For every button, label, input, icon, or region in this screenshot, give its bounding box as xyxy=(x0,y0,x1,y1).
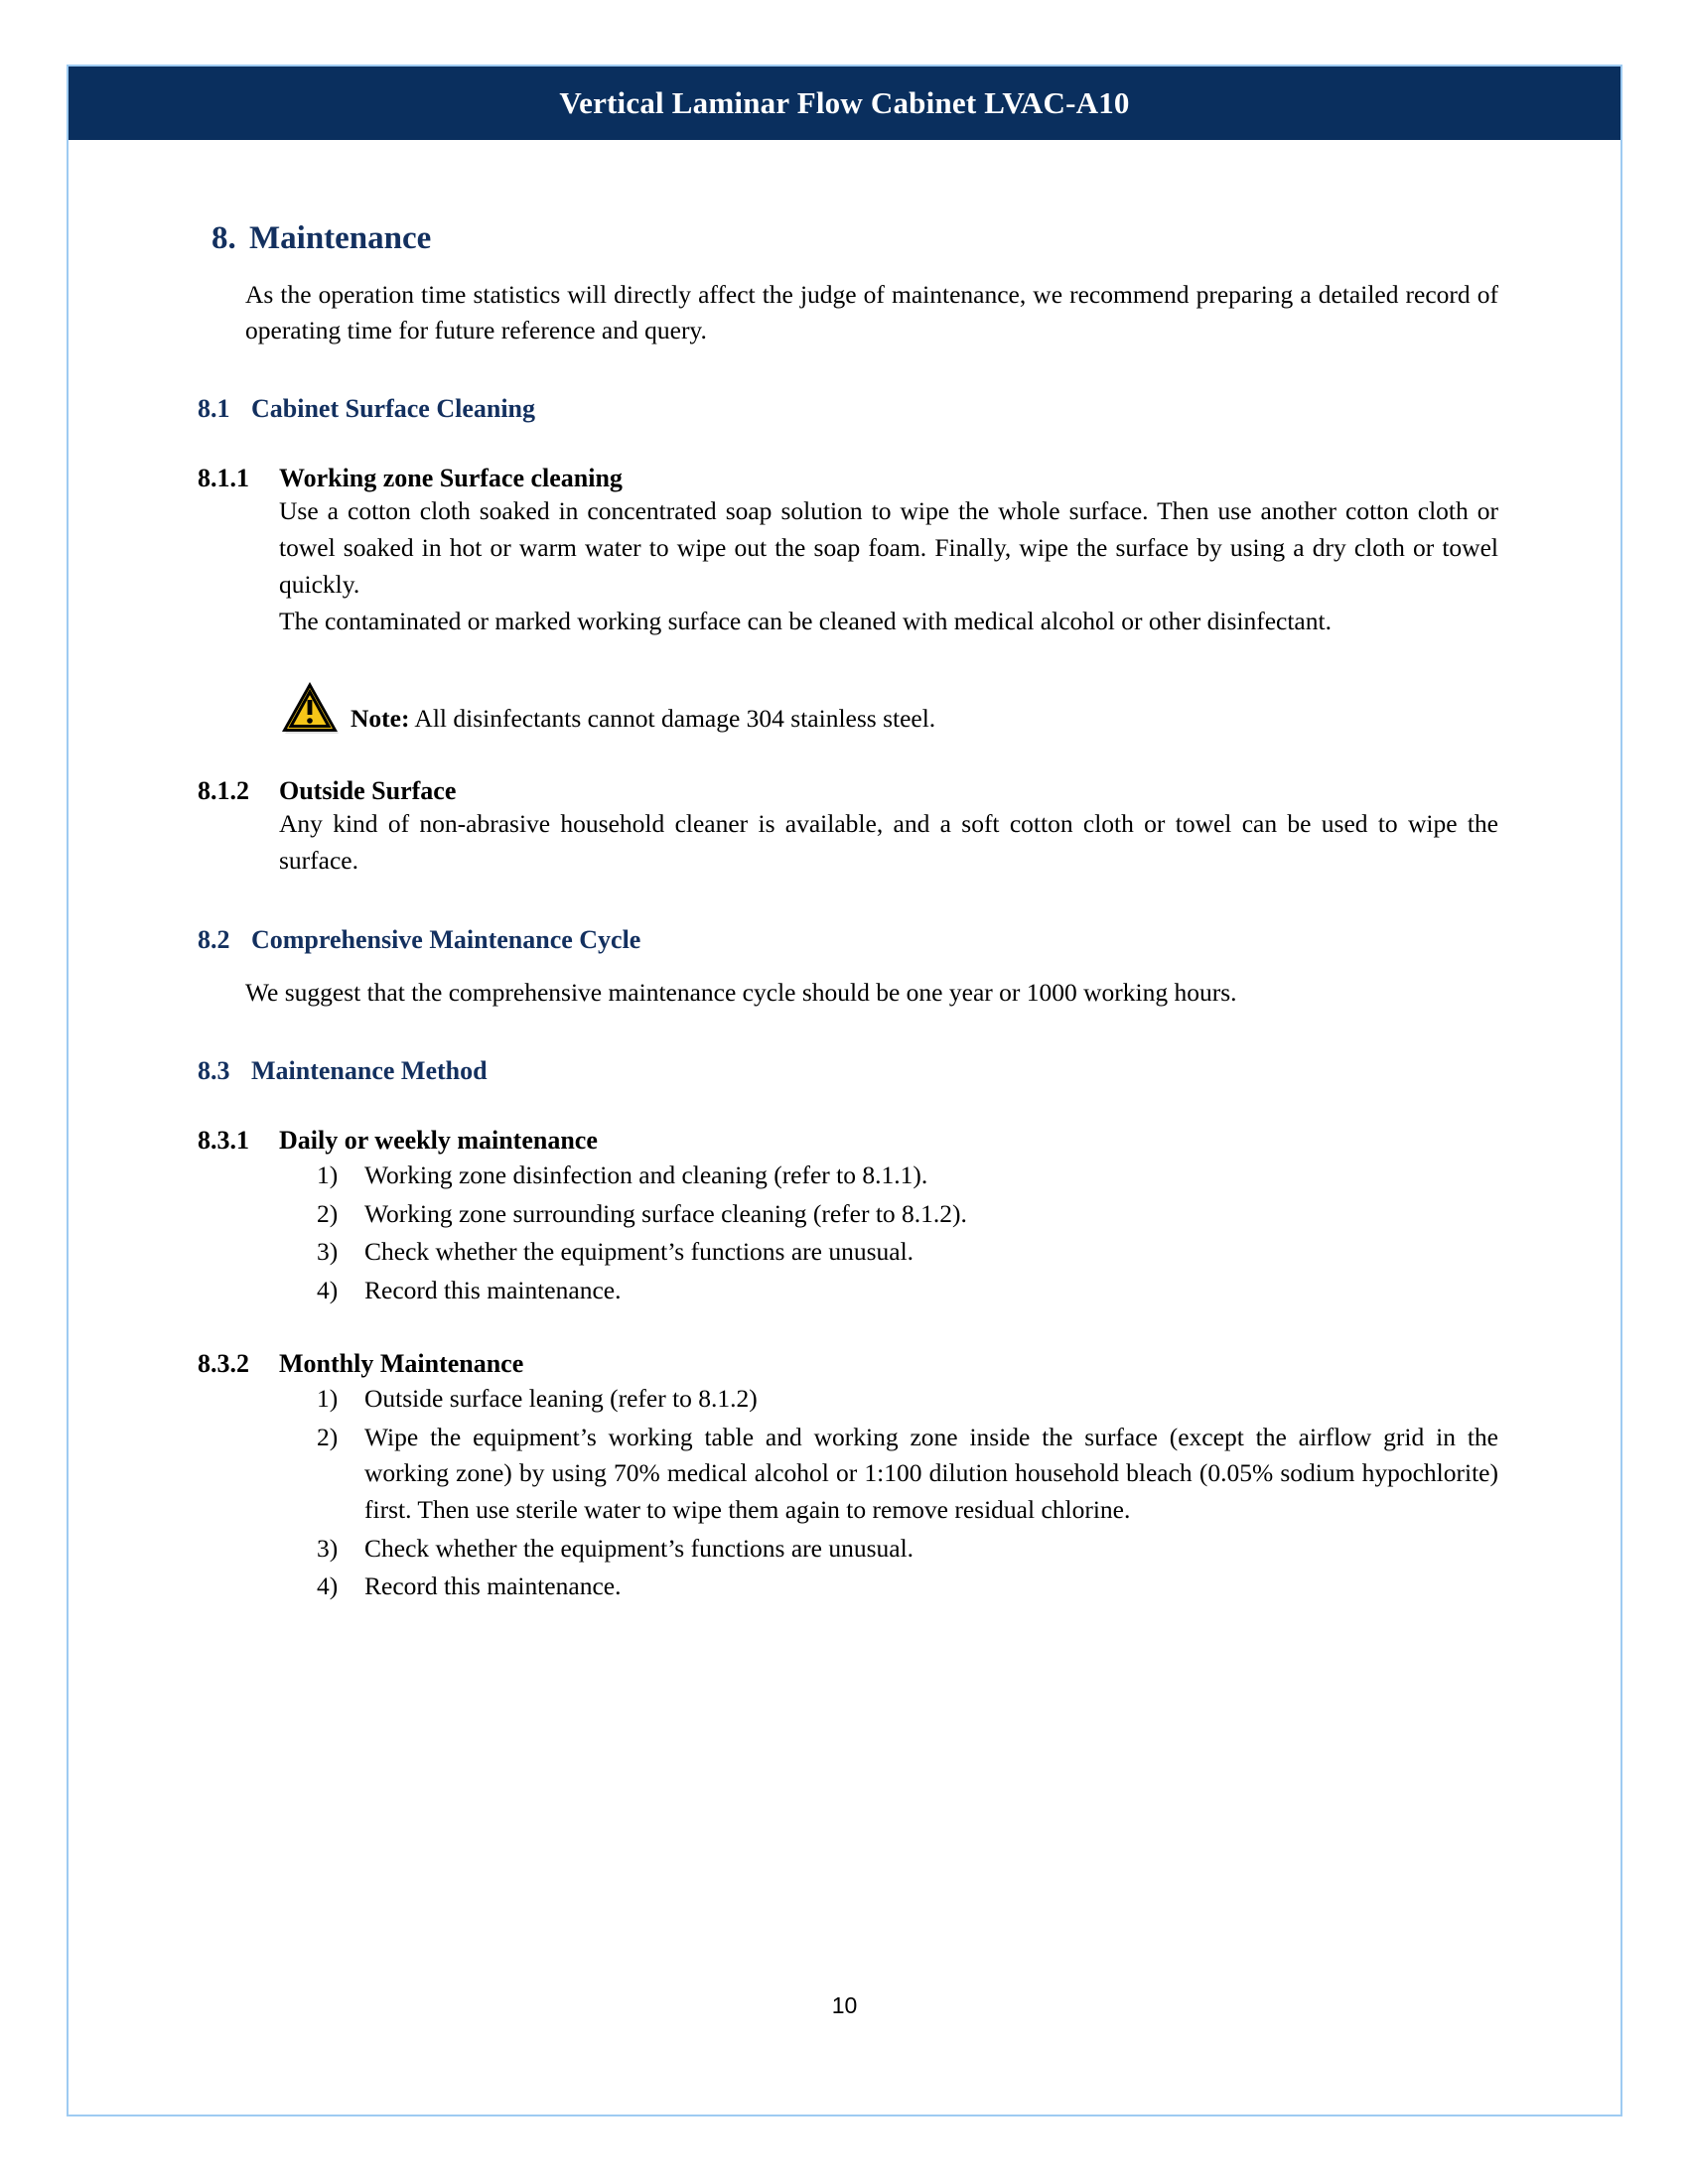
section-number-8-2: 8.2 xyxy=(198,924,230,954)
section-title-8-3-2: Monthly Maintenance xyxy=(279,1348,524,1378)
list-item-text: Wipe the equipment’s working table and working zone inside the surface (except the airflow grid in the working zone) by using 70% medical alcohol or 1:100 dilution household bleach (0.05% sodium hypochlorite) first. Then use sterile water to wipe them again to remove residual chlorine. xyxy=(364,1422,1498,1524)
warning-triangle-icon xyxy=(279,679,341,737)
list-marker: 2) xyxy=(317,1422,339,1451)
list-item xyxy=(317,1273,1498,1309)
list-item xyxy=(317,1420,1498,1529)
section-number-8-1-2: 8.1.2 xyxy=(198,776,249,806)
list-8-3-2 xyxy=(317,1381,1498,1605)
paragraph-8-1-1-a: Use a cotton cloth soaked in concentrated soap solution to wipe the whole surface. Then use another cotton cloth or towel soaked in hot or warm water to wipe out the soap foam. Finally, wipe the surface by using a dry cloth or towel quickly. xyxy=(279,496,1498,599)
note-label: Note: xyxy=(351,704,410,734)
section-heading-8-1-1 xyxy=(198,464,1498,493)
paragraph-8-1-1-b: The contaminated or marked working surface can be cleaned with medical alcohol or other disinfectant. xyxy=(279,606,1332,635)
list-item xyxy=(317,1196,1498,1233)
section-title-8-1-2: Outside Surface xyxy=(279,776,457,806)
section-heading-8-1 xyxy=(198,394,1498,424)
section-number-8-1-1: 8.1.1 xyxy=(198,464,249,493)
section-title-8-3: Maintenance Method xyxy=(251,1055,488,1085)
list-marker: 1) xyxy=(317,1160,339,1189)
list-marker: 1) xyxy=(317,1383,339,1413)
list-marker: 3) xyxy=(317,1237,339,1267)
list-item-text: Record this maintenance. xyxy=(364,1276,622,1305)
page-number: 10 xyxy=(831,1992,858,2018)
paragraph-8-2: We suggest that the comprehensive maintenance cycle should be one year or 1000 working hours. xyxy=(245,977,1237,1007)
section-heading-8-3-1 xyxy=(198,1126,1498,1156)
note-block xyxy=(279,673,1498,737)
section-heading-8-2 xyxy=(198,925,1498,955)
note-text xyxy=(351,702,935,737)
page-content xyxy=(198,166,1498,1605)
section-heading-8-3-2 xyxy=(198,1349,1498,1379)
list-item-text: Working zone disinfection and cleaning (refer to 8.1.1). xyxy=(364,1160,928,1189)
document-page xyxy=(67,65,1622,2116)
section-title-8-3-1: Daily or weekly maintenance xyxy=(279,1125,598,1155)
section-title-8-1-1: Working zone Surface cleaning xyxy=(279,464,623,493)
list-item-text: Working zone surrounding surface cleaning (refer to 8.1.2). xyxy=(364,1198,967,1228)
list-item xyxy=(317,1569,1498,1605)
list-marker: 4) xyxy=(317,1276,339,1305)
page-footer xyxy=(69,1992,1620,2019)
section-intro-paragraph: As the operation time statistics will directly affect the judge of maintenance, we recommend preparing a detailed record of operating time for future reference and query. xyxy=(245,280,1498,345)
list-8-3-1 xyxy=(317,1158,1498,1309)
list-item xyxy=(317,1234,1498,1271)
list-item xyxy=(317,1158,1498,1194)
section-title-8: Maintenance xyxy=(249,220,432,256)
section-number-8-3-1: 8.3.1 xyxy=(198,1125,249,1155)
list-item-text: Outside surface leaning (refer to 8.1.2) xyxy=(364,1383,758,1413)
list-marker: 4) xyxy=(317,1571,339,1601)
section-number-8: 8. xyxy=(211,220,236,256)
paragraph-8-1-2: Any kind of non-abrasive household cleaner is available, and a soft cotton cloth or towel can be used to wipe the surface. xyxy=(279,809,1498,875)
section-heading-8-3 xyxy=(198,1056,1498,1086)
list-item-text: Check whether the equipment’s functions are unusual. xyxy=(364,1237,914,1267)
section-title-8-2: Comprehensive Maintenance Cycle xyxy=(251,924,641,954)
list-item xyxy=(317,1531,1498,1568)
section-number-8-1: 8.1 xyxy=(198,394,230,424)
section-title-8-1: Cabinet Surface Cleaning xyxy=(251,394,535,424)
list-item xyxy=(317,1381,1498,1418)
section-number-8-3-2: 8.3.2 xyxy=(198,1348,249,1378)
section-heading-8 xyxy=(211,220,1498,257)
list-marker: 2) xyxy=(317,1198,339,1228)
section-number-8-3: 8.3 xyxy=(198,1055,230,1085)
page-header-banner xyxy=(69,67,1620,140)
list-marker: 3) xyxy=(317,1533,339,1563)
list-item-text: Check whether the equipment’s functions are unusual. xyxy=(364,1533,914,1563)
section-heading-8-1-2 xyxy=(198,776,1498,806)
list-item-text: Record this maintenance. xyxy=(364,1571,622,1601)
document-title: Vertical Laminar Flow Cabinet LVAC-A10 xyxy=(559,85,1130,120)
note-body: All disinfectants cannot damage 304 stainless steel. xyxy=(409,704,936,734)
